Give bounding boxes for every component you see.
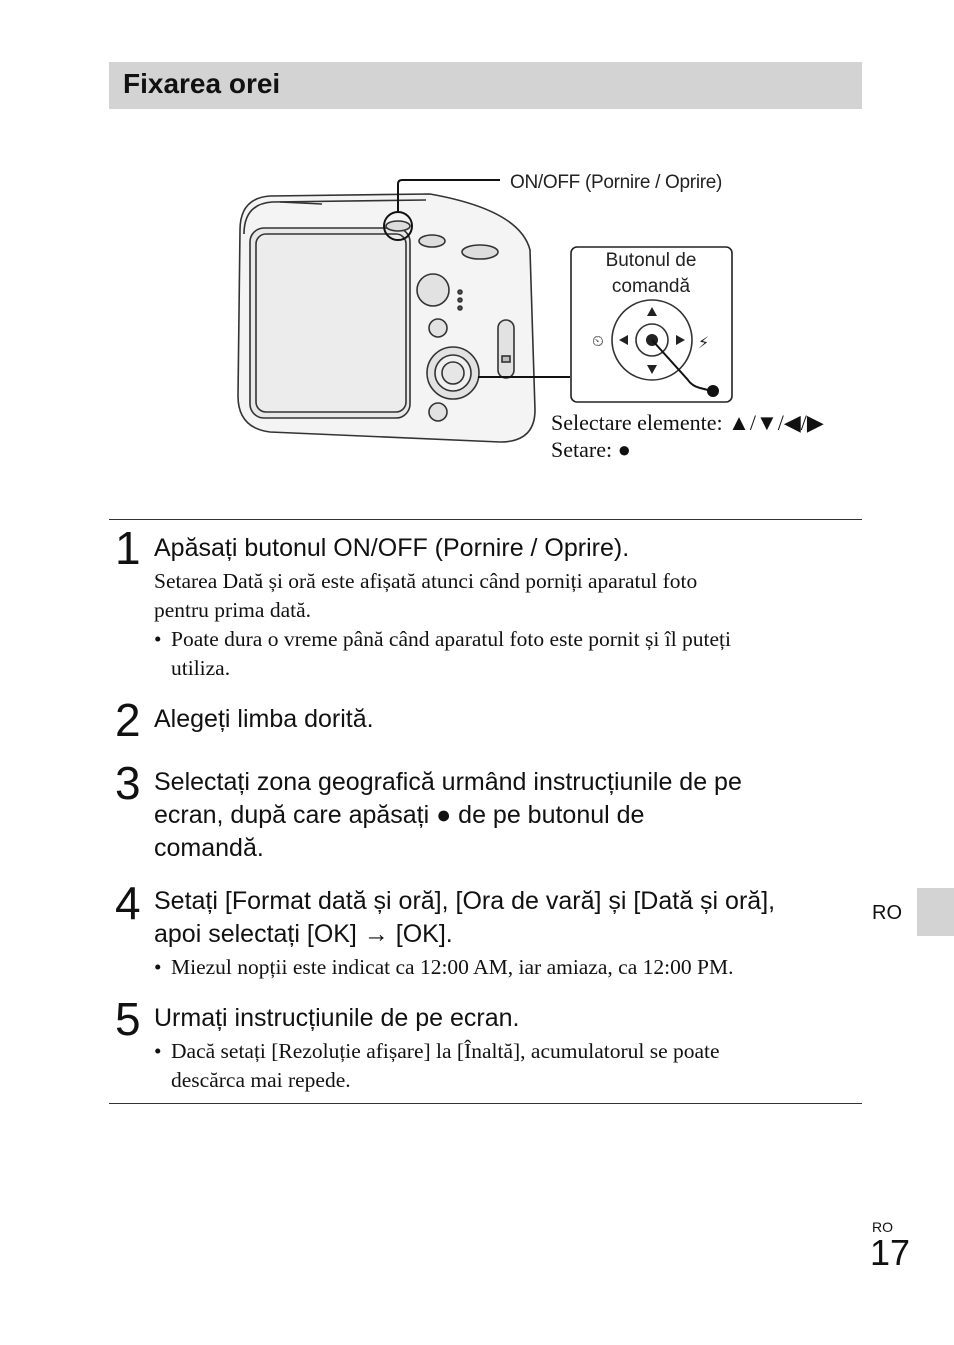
step-heading: Apăsați butonul ON/OFF (Pornire / Oprire). xyxy=(154,534,630,562)
bottom-divider xyxy=(109,1103,862,1104)
step-heading-line3: comandă. xyxy=(154,834,264,862)
step-heading-line2: apoi selectați [OK] → [OK]. xyxy=(154,920,453,948)
onoff-callout-label: ON/OFF (Pornire / Oprire) xyxy=(510,172,723,193)
step-bullet xyxy=(154,953,864,982)
step-text-line1: Setarea Dată și oră este afișată atunci când porniți aparatul foto xyxy=(154,569,698,593)
control-button-label xyxy=(574,248,728,300)
step-heading-line1: Selectați zona geografică urmând instrucțiunile de pe xyxy=(154,768,742,796)
step-heading: Alegeți limba dorită. xyxy=(154,705,374,733)
language-side-label: RO xyxy=(872,902,902,924)
step-number: 1 xyxy=(115,522,141,574)
bullet-line1: Poate dura o vreme până când aparatul foto este pornit și îl puteți xyxy=(171,627,732,651)
svg-text:⏲: ⏲ xyxy=(592,332,604,350)
step-bullet xyxy=(154,1037,864,1095)
control-button-label-line2: comandă xyxy=(611,276,691,297)
step-heading: Urmați instrucțiunile de pe ecran. xyxy=(154,1004,520,1032)
page-title: Fixarea orei xyxy=(123,68,281,99)
section-title-bar xyxy=(109,62,862,109)
bullet-line2: descărca mai repede. xyxy=(171,1068,351,1092)
step-number: 4 xyxy=(115,877,141,929)
camera-figure xyxy=(230,170,870,470)
step-text-line2: pentru prima dată. xyxy=(154,598,312,622)
caption-select-items: Selectare elemente: ▲/▼/◀/▶ xyxy=(551,410,824,435)
caption-set: Setare: ● xyxy=(551,437,631,462)
step-bullet xyxy=(154,625,864,683)
top-divider xyxy=(109,519,862,520)
step-number: 3 xyxy=(115,757,141,809)
language-side-tab xyxy=(917,888,954,936)
bullet-line1: Miezul nopții este indicat ca 12:00 AM, iar amiaza, ca 12:00 PM. xyxy=(171,955,734,979)
bullet-dot: • xyxy=(154,1039,162,1063)
step-number: 5 xyxy=(115,993,141,1045)
bullet-dot: • xyxy=(154,627,162,651)
page-number: 17 xyxy=(870,1232,911,1273)
step-number: 2 xyxy=(115,694,141,746)
svg-text:⚡: ⚡ xyxy=(698,333,710,352)
control-button-label-line1: Butonul de xyxy=(605,250,697,271)
step-heading-line2: ecran, după care apăsați ● de pe butonul de xyxy=(154,801,645,829)
step-heading-line1: Setați [Format dată și oră], [Ora de vară] și [Dată și oră], xyxy=(154,887,776,915)
bullet-line2: utiliza. xyxy=(171,656,231,680)
bullet-dot: • xyxy=(154,955,162,979)
bullet-line1: Dacă setați [Rezoluție afișare] la [Înaltă], acumulatorul se poate xyxy=(171,1039,720,1063)
footer-language-code: RO xyxy=(872,1219,893,1235)
